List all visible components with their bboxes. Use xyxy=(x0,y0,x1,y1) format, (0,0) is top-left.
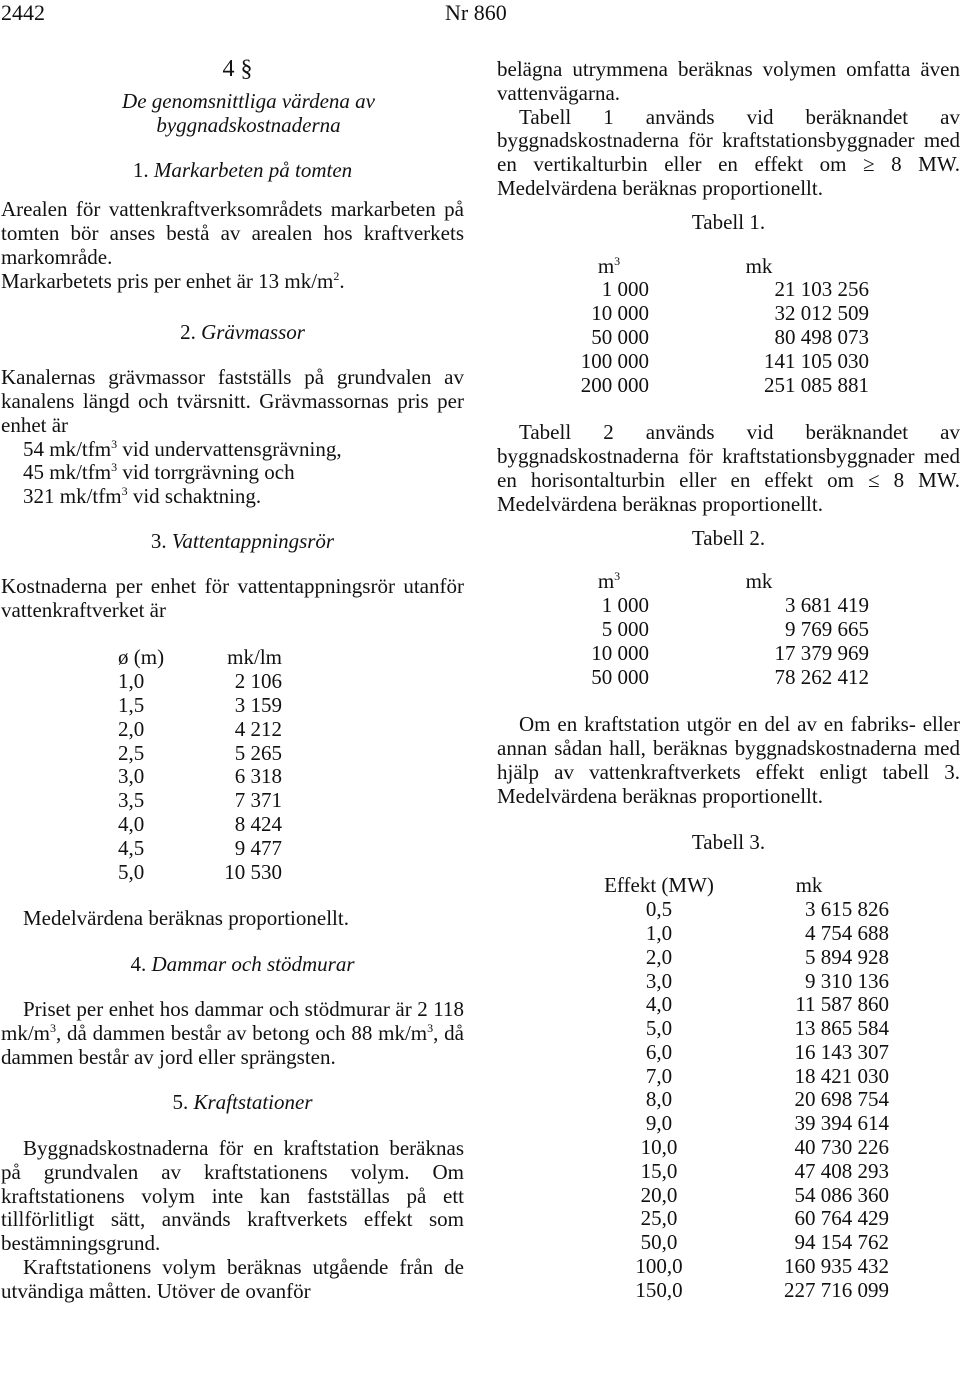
heading-markarbeten: 1. Markarbeten på tomten xyxy=(132,158,353,183)
table-cell: 47 408 293 xyxy=(794,1158,889,1183)
table-cell: 5 000 xyxy=(601,616,649,641)
table-cell: 1 000 xyxy=(601,277,649,302)
issue-number: Nr 860 xyxy=(445,0,507,25)
table-cell: 9,0 xyxy=(645,1111,673,1136)
table-cell: 9 477 xyxy=(234,835,282,860)
table-cell: 17 379 969 xyxy=(774,640,869,665)
table-row xyxy=(569,326,869,350)
table-cell: 4 754 688 xyxy=(805,920,889,945)
table-cell: 8 424 xyxy=(234,811,282,836)
table1-caption: Tabell 1. xyxy=(691,209,766,234)
table-cell: 50,0 xyxy=(640,1230,678,1255)
table2-intro: Tabell 2 används vid beräknandet av byggnadskostnaderna för kraftstationsbyggnader med en horisontalturbin eller en effekt om ≤ 8 MW. Medelvärdena beräknas proportionellt. xyxy=(497,420,960,516)
table-cell: 150,0 xyxy=(635,1277,683,1302)
table-cell: 8,0 xyxy=(645,1087,673,1112)
table-cell: 4,0 xyxy=(645,992,673,1017)
table-row xyxy=(569,666,869,690)
table-cell: 3 159 xyxy=(234,692,282,717)
kraftstationer-text-1: Byggnadskostnaderna för en kraftstation beräknas på grundvalen av kraftstationens volym. Om kraftstationens volym inte kan fastställas på ett tillförlitligt sätt, används kraftverkets effekt som bestämningsgrund. xyxy=(1,1136,464,1256)
dammar-text: Priset per enhet hos dammar och stödmurar är 2 118 $mk/m^3$, då dammen består av betong och 88 $mk/m^3$, då dammen består av jord eller sprängsten. xyxy=(1,996,464,1069)
table-row xyxy=(589,1231,889,1255)
gravmassor-price-1: 54 mk/tfm$^3$ vid undervattensgrävning, xyxy=(23,436,342,461)
continued-text: belägna utrymmena beräknas volymen omfatta även vattenvägarna. xyxy=(497,57,960,105)
table-header: $m^3$ xyxy=(597,253,621,278)
table-header: mk xyxy=(745,253,773,278)
table-row xyxy=(589,946,889,970)
table-row xyxy=(589,1255,889,1279)
table-cell: 100,0 xyxy=(635,1254,683,1279)
table-row xyxy=(118,789,282,813)
table-row xyxy=(589,1184,889,1208)
table-cell: 3,0 xyxy=(645,968,673,993)
table-cell: 3 615 826 xyxy=(805,897,889,922)
table-cell: 100 000 xyxy=(580,348,649,373)
heading-dammar: 4. Dammar och stödmurar xyxy=(130,952,355,977)
table-row xyxy=(118,742,282,766)
table-cell: 50 000 xyxy=(591,324,649,349)
table-cell: 1,0 xyxy=(118,669,145,694)
table-row xyxy=(589,922,889,946)
table-cell: 7 371 xyxy=(234,788,282,813)
table-cell: 13 865 584 xyxy=(794,1016,889,1041)
table-row xyxy=(569,350,869,374)
table-cell: 141 105 030 xyxy=(764,348,869,373)
table-header: mk/lm xyxy=(227,645,282,670)
table-cell: 2,0 xyxy=(645,944,673,969)
table-cell: 1,0 xyxy=(645,920,673,945)
table-cell: 39 394 614 xyxy=(794,1111,889,1136)
table-header-row xyxy=(118,646,282,670)
table-cell: 40 730 226 xyxy=(794,1135,889,1160)
page-number: 2442 xyxy=(1,0,45,25)
right-column xyxy=(497,58,960,1303)
table-header-row xyxy=(569,570,869,594)
table-header-row xyxy=(569,255,869,279)
table-row xyxy=(589,1160,889,1184)
table-cell: 54 086 360 xyxy=(794,1182,889,1207)
table-cell: 2,5 xyxy=(118,740,145,765)
table-row xyxy=(589,1207,889,1231)
table-cell: 0,5 xyxy=(645,897,673,922)
table-cell: 5,0 xyxy=(118,859,145,884)
table-header: mk xyxy=(795,873,823,898)
table-1 xyxy=(569,255,869,398)
table-cell: 4,0 xyxy=(118,811,145,836)
table-cell: 5,0 xyxy=(645,1016,673,1041)
table-row xyxy=(589,1017,889,1041)
table-cell: 78 262 412 xyxy=(774,664,869,689)
table-cell: 1,5 xyxy=(118,692,145,717)
table-cell: 50 000 xyxy=(591,664,649,689)
table-row xyxy=(589,1112,889,1136)
heading-vattentappningsror: 3. Vattentappningsrör xyxy=(150,528,335,553)
table-cell: 4 212 xyxy=(234,716,282,741)
table-cell: 227 716 099 xyxy=(784,1277,889,1302)
table-header: mk xyxy=(745,569,773,594)
table-cell: 20,0 xyxy=(640,1182,678,1207)
left-column xyxy=(1,58,464,1304)
table-cell: 9 769 665 xyxy=(785,616,869,641)
table-header: ø (m) xyxy=(118,645,165,670)
table-cell: 160 935 432 xyxy=(784,1254,889,1279)
gravmassor-price-3: 321 mk/tfm$^3$ vid schaktning. xyxy=(23,484,262,509)
table-cell: 2 106 xyxy=(234,669,282,694)
table-cell: 4,5 xyxy=(118,835,145,860)
table-row xyxy=(118,861,282,885)
table-cell: 80 498 073 xyxy=(774,324,869,349)
table-row xyxy=(569,642,869,666)
table-row xyxy=(569,278,869,302)
table-row xyxy=(569,594,869,618)
table-row xyxy=(118,813,282,837)
table-row xyxy=(118,718,282,742)
section-symbol: 4 § xyxy=(222,56,253,82)
table-cell: 94 154 762 xyxy=(794,1230,889,1255)
table-row xyxy=(569,618,869,642)
table-cell: 10 530 xyxy=(224,859,282,884)
table-row xyxy=(589,1136,889,1160)
table-row xyxy=(589,970,889,994)
table-cell: 5 894 928 xyxy=(805,944,889,969)
table3-caption: Tabell 3. xyxy=(691,829,766,854)
table-cell: 25,0 xyxy=(640,1206,678,1231)
table-row xyxy=(118,694,282,718)
table-cell: 5 265 xyxy=(234,740,282,765)
pipe-cost-table xyxy=(118,646,282,884)
table-3 xyxy=(589,874,889,1302)
markarbeten-price: Markarbetets pris per enhet är 13 $mk/m^2$. xyxy=(1,268,345,293)
table1-intro: Tabell 1 används vid beräknandet av byggnadskostnaderna för kraftstationsbyggnader med en vertikalturbin eller en effekt om ≥ 8 MW. Medelvärdena beräknas proportionellt. xyxy=(497,104,960,200)
table-cell: 7,0 xyxy=(645,1063,673,1088)
table-row xyxy=(589,1065,889,1089)
table-cell: 10 000 xyxy=(591,301,649,326)
table-row xyxy=(589,1088,889,1112)
table-cell: 21 103 256 xyxy=(774,277,869,302)
table-cell: 9 310 136 xyxy=(805,968,889,993)
table-cell: 6 318 xyxy=(234,764,282,789)
table-2 xyxy=(569,570,869,689)
table-row xyxy=(589,1041,889,1065)
markarbeten-text: Arealen för vattenkraftverksområdets markarbeten på tomten bör anses bestå av arealen hos kraftverkets markområde. xyxy=(1,197,464,269)
table-cell: 60 764 429 xyxy=(794,1206,889,1231)
table-row xyxy=(569,374,869,398)
table-header: Effekt (MW) xyxy=(604,873,714,898)
document-title: De genomsnittliga värdena av byggnadskostnaderna xyxy=(122,88,375,137)
table3-intro: Om en kraftstation utgör en del av en fabriks- eller annan sådan hall, beräknas byggnadskostnaderna med hjälp av vattenkraftverkets effekt enligt tabell 3. Medelvärdena beräknas proportionellt. xyxy=(497,712,960,808)
pipe-table-note: Medelvärdena beräknas proportionellt. xyxy=(23,906,349,931)
table-row xyxy=(569,302,869,326)
table-cell: 1 000 xyxy=(601,593,649,618)
table-row xyxy=(118,765,282,789)
table-cell: 3 681 419 xyxy=(785,593,869,618)
gravmassor-price-2: 45 mk/tfm$^3$ vid torrgrävning och xyxy=(23,460,295,485)
table-row xyxy=(589,993,889,1017)
table-cell: 11 587 860 xyxy=(795,992,889,1017)
table-cell: 32 012 509 xyxy=(774,301,869,326)
vattentappningsror-text: Kostnaderna per enhet för vattentappningsrör utanför vattenkraftverket är xyxy=(1,573,464,622)
table-cell: 3,5 xyxy=(118,788,145,813)
table-cell: 2,0 xyxy=(118,716,145,741)
kraftstationer-text-2: Kraftstationens volym beräknas utgående från de utvändiga måtten. Utöver de ovanför xyxy=(1,1255,464,1303)
table-row xyxy=(589,898,889,922)
table-cell: 251 085 881 xyxy=(764,372,869,397)
table-header: $m^3$ xyxy=(597,569,621,594)
table-cell: 3,0 xyxy=(118,764,145,789)
table-cell: 15,0 xyxy=(640,1158,678,1183)
table2-caption: Tabell 2. xyxy=(691,525,766,550)
table-cell: 18 421 030 xyxy=(794,1063,889,1088)
heading-kraftstationer: 5. Kraftstationer xyxy=(172,1090,313,1115)
table-cell: 6,0 xyxy=(645,1039,673,1064)
gravmassor-text: Kanalernas grävmassor fastställs på grundvalen av kanalens längd och tvärsnitt. Grävmassornas pris per enhet är xyxy=(1,365,464,437)
table-cell: 20 698 754 xyxy=(794,1087,889,1112)
table-header-row xyxy=(589,874,889,898)
table-cell: 10 000 xyxy=(591,640,649,665)
heading-gravmassor: 2. Grävmassor xyxy=(180,320,305,345)
table-row xyxy=(118,837,282,861)
table-cell: 10,0 xyxy=(640,1135,678,1160)
table-cell: 200 000 xyxy=(580,372,649,397)
table-row xyxy=(589,1279,889,1303)
table-row xyxy=(118,670,282,694)
table-cell: 16 143 307 xyxy=(794,1039,889,1064)
